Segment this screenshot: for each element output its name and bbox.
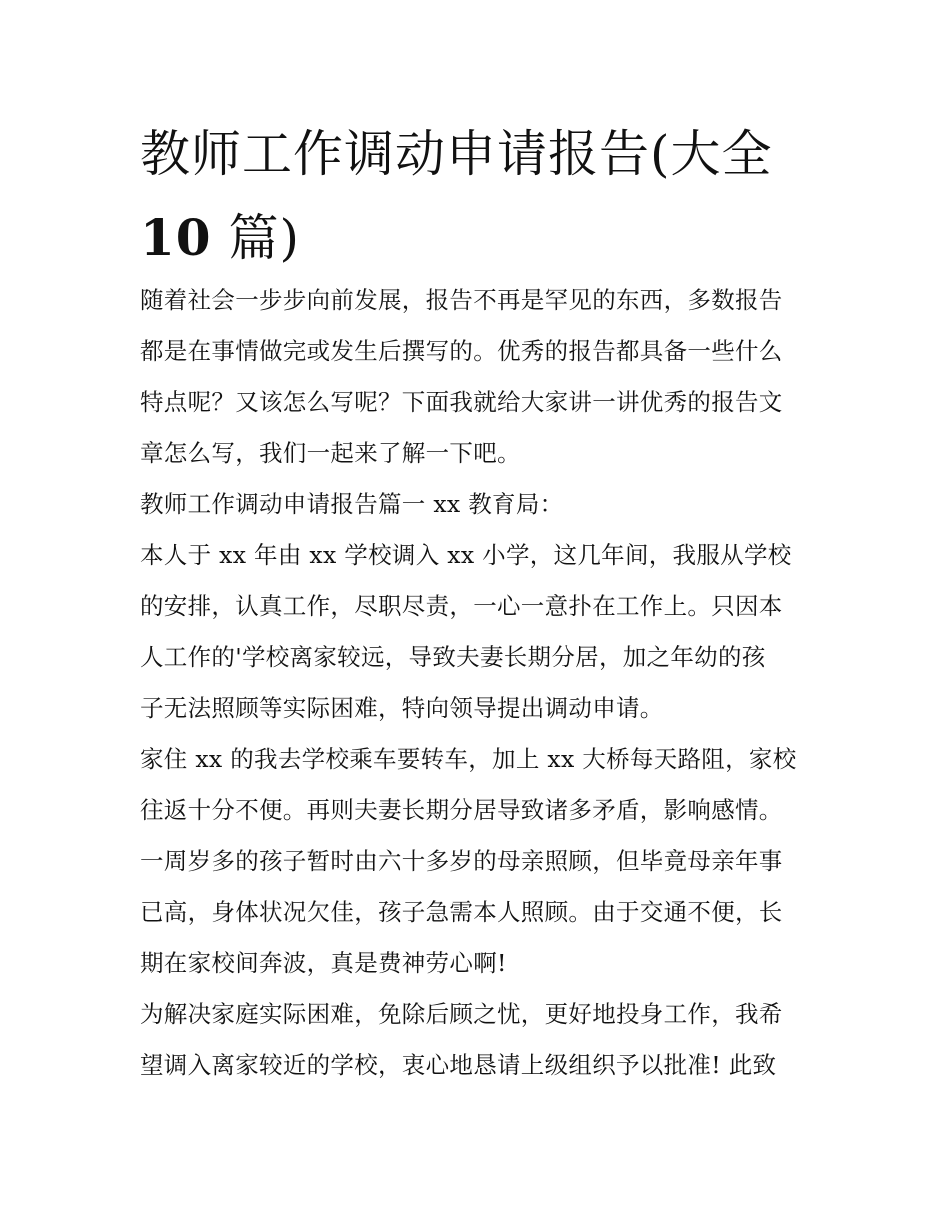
text-line: 一周岁多的孩子暂时由六十多岁的母亲照顾，但毕竟母亲年事 bbox=[140, 847, 783, 875]
text-line: 子无法照顾等实际困难，特向领导提出调动申请。 bbox=[140, 694, 664, 722]
text-line: 家住 xx 的我去学校乘车要转车，加上 xx 大桥每天路阻，家校 bbox=[140, 745, 797, 773]
text-line: 特点呢？又该怎么写呢？下面我就给大家讲一讲优秀的报告文 bbox=[140, 388, 783, 416]
text-line: 章怎么写，我们一起来了解一下吧。 bbox=[140, 439, 521, 467]
paragraph-body-1 bbox=[140, 530, 820, 734]
text-line: 随着社会一步步向前发展，报告不再是罕见的东西，多数报告 bbox=[140, 286, 783, 314]
text-line: 人工作的'学校离家较远，导致夫妻长期分居，加之年幼的孩 bbox=[140, 643, 766, 671]
text-line: 已高，身体状况欠佳，孩子急需本人照顾。由于交通不便，长 bbox=[140, 898, 783, 926]
title-number: 10 bbox=[140, 208, 212, 267]
text-line: 本人于 xx 年由 xx 学校调入 xx 小学，这几年间，我服从学校 bbox=[140, 541, 792, 569]
paragraph-heading bbox=[140, 479, 820, 530]
text-line: 望调入离家较近的学校，衷心地恳请上级组织予以批准! 此致 bbox=[140, 1051, 777, 1079]
title-line-1: 教师工作调动申请报告(大全 bbox=[140, 125, 773, 183]
text-line: 的安排，认真工作，尽职尽责，一心一意扑在工作上。只因本 bbox=[140, 592, 783, 620]
text-line: 教师工作调动申请报告篇一 xx 教育局： bbox=[140, 490, 564, 518]
text-line: 往返十分不便。再则夫妻长期分居导致诸多矛盾，影响感情。 bbox=[140, 796, 783, 824]
paragraph-body-2 bbox=[140, 734, 820, 989]
paragraph-intro bbox=[140, 275, 820, 479]
title-line-2: 篇) bbox=[228, 209, 301, 267]
text-line: 期在家校间奔波，真是费神劳心啊! bbox=[140, 949, 507, 977]
document-title bbox=[140, 112, 820, 280]
text-line: 都是在事情做完或发生后撰写的。优秀的报告都具备一些什么 bbox=[140, 337, 783, 365]
paragraph-body-3 bbox=[140, 989, 820, 1091]
text-line: 为解决家庭实际困难，免除后顾之忧，更好地投身工作，我希 bbox=[140, 1000, 783, 1028]
document-body bbox=[140, 275, 820, 1091]
